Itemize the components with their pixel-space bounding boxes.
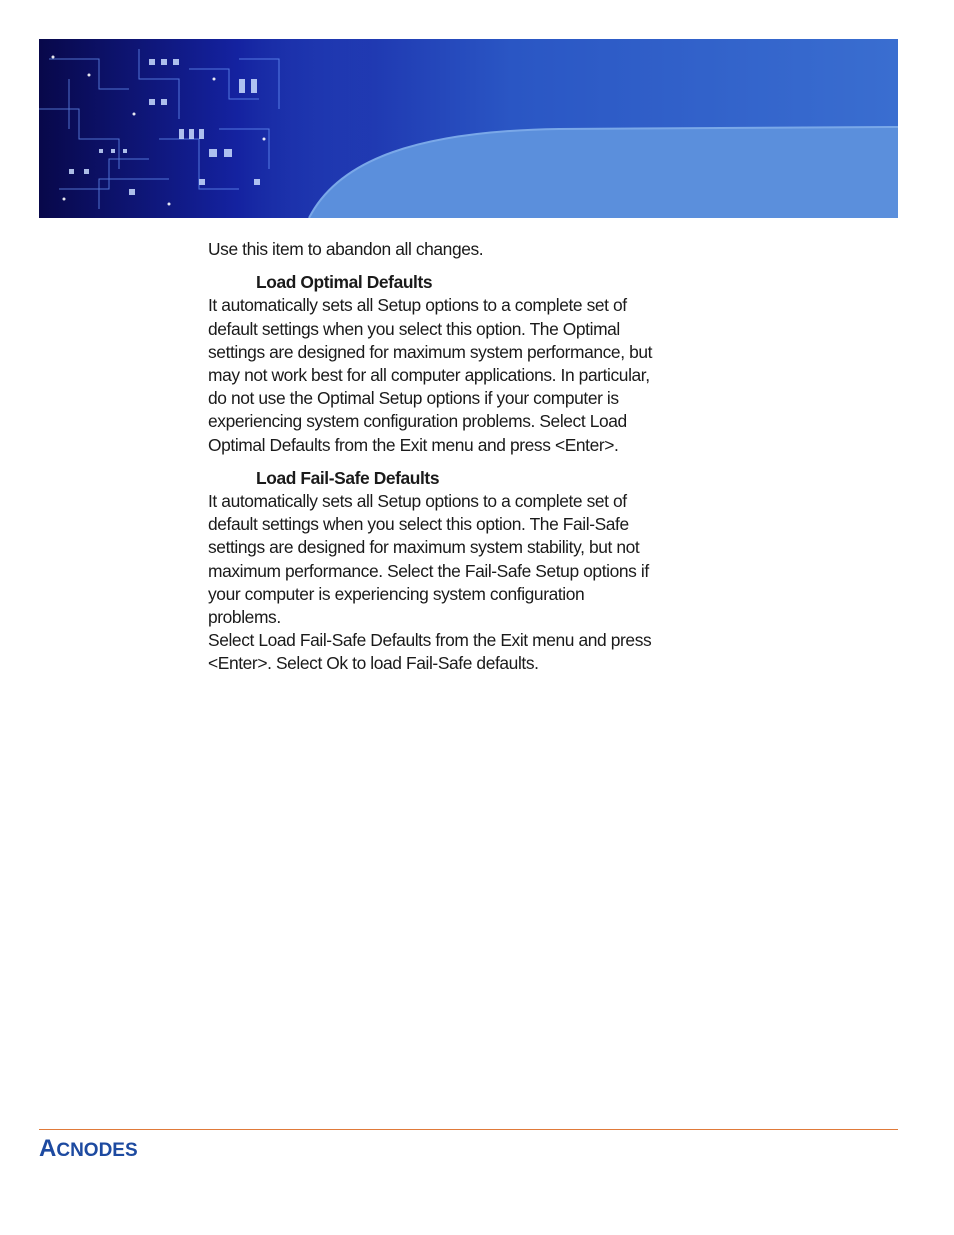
section-load-optimal-defaults xyxy=(208,271,748,457)
section-paragraph: It automatically sets all Setup options to a complete set of default settings when you select this option. The Optimal settings are designed for maximum system performance, but may not work best for all computer applications. In particular, do not use the Optimal Setup options if your computer is experiencing system configuration problems. Select Load Optimal Defaults from the Exit menu and press <Enter>. xyxy=(208,295,653,455)
section-heading: Load Fail-Safe Defaults xyxy=(256,467,440,488)
footer-divider xyxy=(39,1129,898,1130)
header-banner xyxy=(39,39,898,218)
intro-text: Use this item to abandon all changes. xyxy=(208,239,484,259)
section-paragraph: It automatically sets all Setup options to a complete set of default settings when you select this option. The Fail-Safe settings are designed for maximum system stability, but not maximum performance. Select the Fail-Safe Setup options if your computer is experiencing system configuration problems. xyxy=(208,491,649,628)
circuit-board-banner-icon xyxy=(39,39,898,218)
section-paragraph: Select Load Fail-Safe Defaults from the Exit menu and press <Enter>. Select Ok to load Fail-Safe defaults. xyxy=(208,630,652,674)
logo-initial: A xyxy=(39,1135,57,1162)
acnodes-logo xyxy=(39,1135,138,1162)
section-heading: Load Optimal Defaults xyxy=(256,272,433,293)
section-load-fail-safe-defaults xyxy=(208,467,748,676)
body-content xyxy=(208,238,748,686)
logo-rest: CNODES xyxy=(56,1140,138,1161)
